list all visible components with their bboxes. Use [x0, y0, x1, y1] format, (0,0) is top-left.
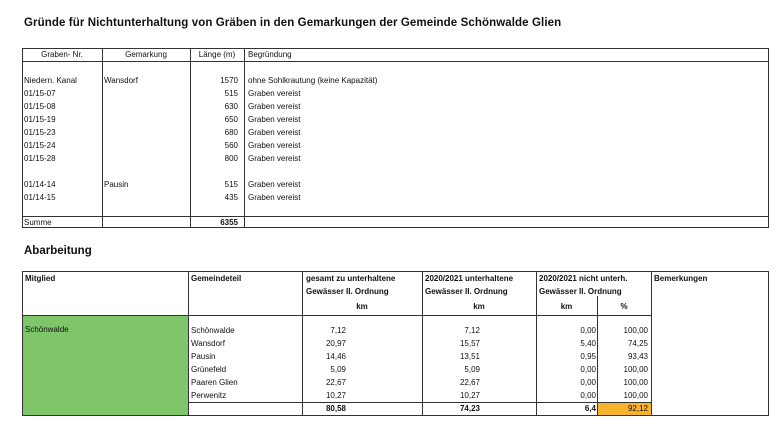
table-border-bottom: [22, 415, 769, 416]
table-row-laenge: 800: [224, 154, 238, 163]
table-row-laenge: 1570: [220, 76, 238, 85]
table-border-top: [22, 48, 769, 49]
column-divider: [102, 48, 103, 228]
table-row-begruendung: Graben vereist: [248, 128, 301, 137]
summe-separator: [22, 216, 769, 217]
header-unterhalten-unit: km: [473, 302, 485, 311]
total-gesamt-km: 80,58: [325, 404, 346, 413]
table-row-begruendung: Graben vereist: [248, 115, 301, 124]
header-unterhalten-line2: Gewässer II. Ordnung: [425, 287, 508, 296]
total-unterhalten-km: 74,23: [459, 404, 480, 413]
table-row-laenge: 650: [224, 115, 238, 124]
header-gemarkung: Gemarkung: [125, 50, 167, 59]
table-border-left: [22, 48, 23, 228]
nicht-unterhalten-km: 0,00: [580, 378, 596, 387]
gemeindeteil-name: Grünefeld: [191, 365, 227, 374]
table-row-begruendung: Graben vereist: [248, 193, 301, 202]
table-row-nr: Niedern. Kanal: [24, 76, 77, 85]
gesamt-km: 7,12: [330, 326, 346, 335]
table-row-laenge: 630: [224, 102, 238, 111]
table-row-nr: 01/15-24: [24, 141, 56, 150]
document-title: Gründe für Nichtunterhaltung von Gräben in den Gemarkungen der Gemeinde Schönwalde Glien: [24, 17, 562, 29]
header-gesamt-line1: gesamt zu unterhaltene: [306, 274, 396, 283]
table-row-gemarkung: Wansdorf: [104, 76, 138, 85]
header-graben-nr: Graben- Nr.: [41, 50, 83, 59]
table-row-gemarkung: Pausin: [104, 180, 129, 189]
summe-value: 6355: [220, 218, 238, 227]
table-abarbeitung: [22, 271, 769, 416]
table-row-begruendung: Graben vereist: [248, 141, 301, 150]
header-mitglied: Mitglied: [25, 274, 56, 283]
nicht-unterhalten-pct: 100,00: [623, 326, 648, 335]
header-nicht-line1: 2020/2021 nicht unterh.: [539, 274, 628, 283]
table-row-begruendung: Graben vereist: [248, 154, 301, 163]
unterhalten-km: 7,12: [464, 326, 480, 335]
nicht-unterhalten-pct: 100,00: [623, 378, 648, 387]
header-nicht-line2: Gewässer II. Ordnung: [539, 287, 622, 296]
table-row-begruendung: Graben vereist: [248, 89, 301, 98]
header-nicht-km: km: [560, 302, 573, 311]
total-nicht-unterhalten-pct: 92,12: [627, 404, 648, 413]
table-border-left: [22, 271, 23, 416]
header-separator: [22, 315, 651, 316]
gesamt-km: 22,67: [325, 378, 346, 387]
section-title-abarbeitung: Abarbeitung: [24, 245, 92, 257]
header-unterhalten-line1: 2020/2021 unterhaltene: [425, 274, 514, 283]
header-bemerkungen: Bemerkungen: [654, 274, 708, 283]
nicht-unterhalten-pct: 93,43: [627, 352, 648, 361]
table-row-nr: 01/15-07: [24, 89, 56, 98]
unterhalten-km: 10,27: [459, 391, 480, 400]
table-row-nr: 01/14-15: [24, 193, 56, 202]
table-border-top: [22, 271, 769, 272]
unterhalten-km: 15,57: [459, 339, 480, 348]
table-row-laenge: 515: [224, 89, 238, 98]
unterhalten-km: 13,51: [459, 352, 480, 361]
nicht-unterhalten-km: 0,00: [580, 326, 596, 335]
table-border-bottom: [22, 227, 769, 228]
column-divider: [651, 271, 652, 416]
table-row-laenge: 560: [224, 141, 238, 150]
header-gesamt-unit: km: [356, 302, 368, 311]
table-row-begruendung: ohne Sohlkrautung (keine Kapazität): [248, 76, 378, 85]
table-row-nr: 01/14-14: [24, 180, 56, 189]
table-row-nr: 01/15-08: [24, 102, 56, 111]
nicht-unterhalten-pct: 100,00: [623, 391, 648, 400]
unterhalten-km: 22,67: [459, 378, 480, 387]
nicht-unterhalten-km: 0,95: [580, 352, 596, 361]
unterhalten-km: 5,09: [464, 365, 480, 374]
table-nichtunterhaltung: [22, 48, 769, 228]
header-gesamt-line2: Gewässer II. Ordnung: [306, 287, 389, 296]
header-nicht-pct: %: [620, 302, 628, 311]
table-row-laenge: 515: [224, 180, 238, 189]
table-row-begruendung: Graben vereist: [248, 102, 301, 111]
gemeindeteil-name: Perwenitz: [191, 391, 227, 400]
column-divider: [188, 271, 189, 416]
table-row-nr: 01/15-28: [24, 154, 56, 163]
gemeindeteil-name: Pausin: [191, 352, 216, 361]
nicht-unterhalten-km: 0,00: [580, 365, 596, 374]
total-nicht-unterhalten-km: 6,4: [584, 404, 596, 413]
gemeindeteil-name: Schönwalde: [191, 326, 235, 335]
header-gemeindeteil: Gemeindeteil: [191, 274, 242, 283]
nicht-unterhalten-km: 5,40: [580, 339, 596, 348]
nicht-unterhalten-pct: 100,00: [623, 365, 648, 374]
table-border-right: [768, 48, 769, 228]
mitglied-name: Schönwalde: [25, 325, 69, 334]
gemeindeteil-name: Wansdorf: [191, 339, 225, 348]
table-row-laenge: 680: [224, 128, 238, 137]
table-border-right: [768, 271, 769, 416]
gesamt-km: 14,46: [325, 352, 346, 361]
gemeindeteil-name: Paaren Glien: [191, 378, 238, 387]
nicht-unterhalten-pct: 74,25: [627, 339, 648, 348]
table-row-nr: 01/15-23: [24, 128, 56, 137]
header-begruendung: Begründung: [248, 50, 292, 59]
header-laenge: Länge (m): [198, 50, 236, 59]
table-row-laenge: 435: [224, 193, 238, 202]
summe-label: Summe: [24, 218, 52, 227]
table-row-begruendung: Graben vereist: [248, 180, 301, 189]
gesamt-km: 20,97: [325, 339, 346, 348]
nicht-unterhalten-km: 0,00: [580, 391, 596, 400]
column-divider: [244, 48, 245, 228]
totals-separator: [188, 402, 651, 403]
gesamt-km: 10,27: [325, 391, 346, 400]
table-row-nr: 01/15-19: [24, 115, 56, 124]
gesamt-km: 5,09: [330, 365, 346, 374]
header-separator: [22, 61, 769, 62]
